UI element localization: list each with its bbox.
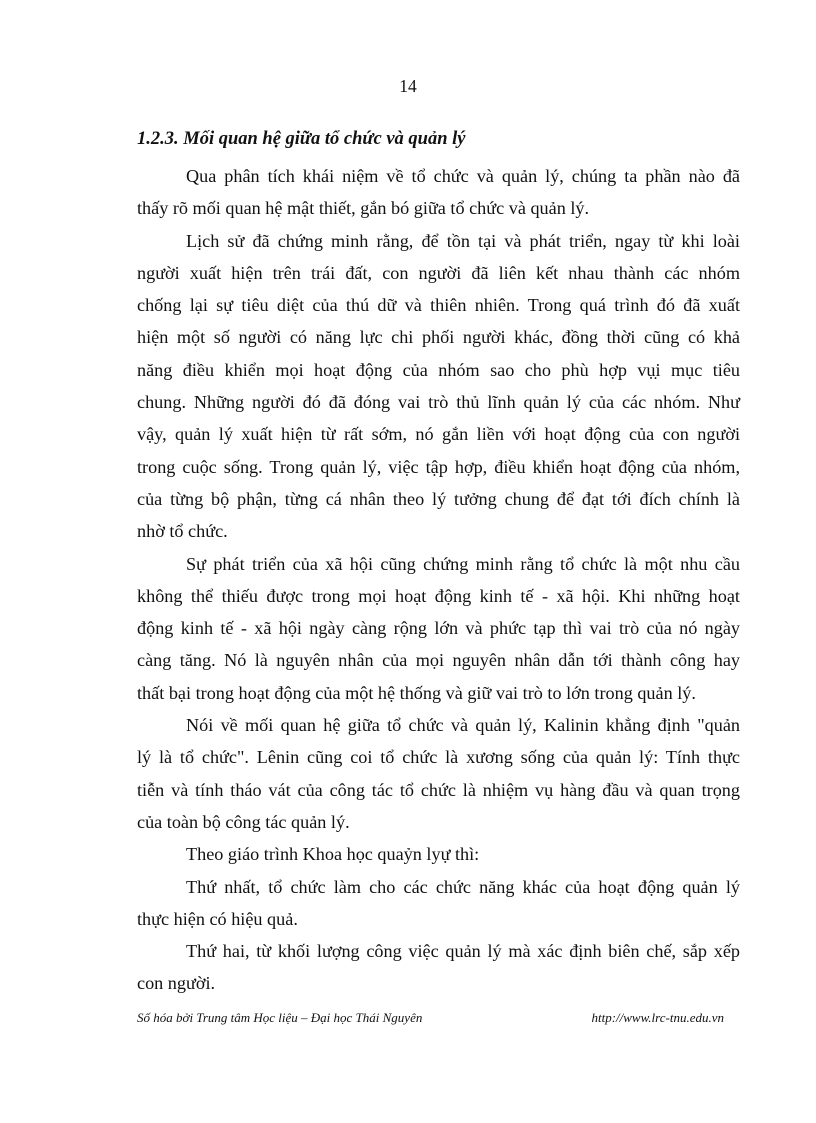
paragraph-line: Qua phân tích khái niệm về tổ chức và quản lý, chúng ta phần nào đã xyxy=(186,166,740,186)
paragraph-line: thấy rõ mối quan hệ mật thiết, gắn bó giữa tổ chức và quản lý. xyxy=(137,198,590,219)
paragraph-line: chống lại sự tiêu diệt của thú dữ và thiên nhiên. Trong quá trình đó đã xuất xyxy=(137,295,740,316)
paragraph-line: Thứ nhất, tổ chức làm cho các chức năng khác của hoạt động quản lý xyxy=(186,876,740,897)
section-heading: 1.2.3. Mối quan hệ giữa tổ chức và quản lý xyxy=(137,129,466,149)
footer-url[interactable]: http://www.lrc-tnu.edu.vn xyxy=(591,1010,724,1025)
paragraph-line: của từng bộ phận, từng cá nhân theo lý tưởng chung để đạt tới đích chính là xyxy=(137,488,740,509)
paragraph-line: Nói về mối quan hệ giữa tổ chức và quản lý, Kalinin khẳng định "quản xyxy=(186,715,740,736)
paragraph-line: của toàn bộ công tác quản lý. xyxy=(137,811,350,832)
paragraph-line: hiện một số người có năng lực chi phối người khác, đồng thời cũng có khả xyxy=(137,327,740,348)
body-text xyxy=(137,160,740,1000)
paragraph-line: Sự phát triển của xã hội cũng chứng minh rằng tổ chức là một nhu cầu xyxy=(186,553,740,574)
footer-source: Số hóa bởi Trung tâm Học liệu – Đại học Thái Nguyên xyxy=(137,1010,423,1025)
paragraph-line: con người. xyxy=(137,973,216,994)
paragraph-line: lý là tổ chức". Lênin cũng coi tổ chức là xương sống của quản lý: Tính thực xyxy=(137,747,740,768)
paragraph-line: Theo giáo trình Khoa học quaỷn lyự thì: xyxy=(186,844,480,865)
paragraph-line: nhờ tổ chức. xyxy=(137,521,228,542)
paragraph-line: người xuất hiện trên trái đất, con người đã liên kết nhau thành các nhóm xyxy=(137,262,740,283)
paragraph-line: năng điều khiển mọi hoạt động của nhóm sao cho phù hợp vụ̣i mục tiêu xyxy=(137,359,740,380)
page-number: 14 xyxy=(399,76,417,96)
paragraph-line: càng tăng. Nó là nguyên nhân của mọi nguyên nhân dẫn tới thành công hay xyxy=(137,650,740,671)
paragraph-line: Lịch sử đã chứng minh rằng, để tồn tại và phát triển, ngay từ khi loài xyxy=(186,230,740,251)
paragraph-line: tiễn và tính tháo vát của công tác tổ chức là nhiệm vụ hàng đầu và quan trọng xyxy=(137,779,740,800)
paragraph-line: không thể thiếu được trong mọi hoạt động kinh tế - xã hội. Khi những hoạt xyxy=(137,585,740,606)
paragraph-line: trong cuộc sống. Trong quản lý, việc tập hợp, điều khiển hoạt động của nhóm, xyxy=(137,456,740,477)
paragraph-line: vậy, quản lý xuất hiện từ rất sớm, nó gắn liền với hoạt động của con người xyxy=(137,424,740,445)
paragraph-line: chung. Những người đó đã đóng vai trò thủ lĩnh quản lý của các nhóm. Như xyxy=(137,392,740,413)
paragraph-line: thất bại trong hoạt động của một hệ thống và giữ vai trò to lớn trong quản lý. xyxy=(137,682,696,703)
paragraph-line: Thứ hai, từ khối lượng công việc quản lý mà xác định biên chế, sắp xếp xyxy=(186,941,740,962)
paragraph-line: thực hiện có hiệu quả. xyxy=(137,908,298,929)
paragraph-line: động kinh tế - xã hội ngày càng rộng lớn và phức tạp thì vai trò của nó ngày xyxy=(137,618,740,639)
